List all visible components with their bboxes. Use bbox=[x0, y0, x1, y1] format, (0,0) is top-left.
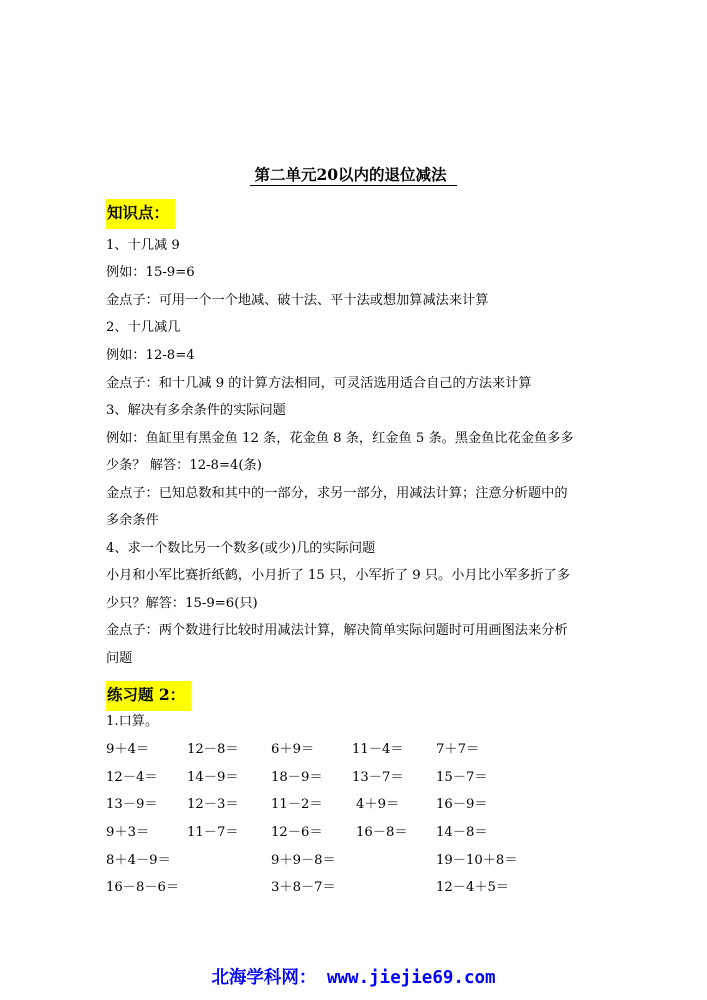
knowledge-line: 小月和小军比赛折纸鹤，小月折了 15 只，小军折了 9 只。小月比小军多折了多 bbox=[106, 568, 570, 583]
page-title: 第二单元20以内的退位减法 bbox=[0, 164, 707, 186]
knowledge-line: 金点子：两个数进行比较时用减法计算，解决简单实际问题时可用画图法来分析 bbox=[106, 623, 568, 638]
exercise-heading: 练习题 2： bbox=[106, 681, 191, 711]
knowledge-line: 少条？ 解答：12-8=4(条) bbox=[106, 458, 262, 473]
math-problem: 9＋9－8＝ bbox=[271, 853, 336, 868]
knowledge-line: 3、解决有多余条件的实际问题 bbox=[106, 403, 286, 418]
math-problem: 11－7＝ bbox=[187, 825, 239, 840]
exercise-subtitle: 1.口算。 bbox=[106, 714, 159, 729]
math-problem: 13－7＝ bbox=[352, 770, 404, 785]
math-problem: 14－8＝ bbox=[436, 825, 488, 840]
math-problem: 16－8－6＝ bbox=[106, 880, 180, 895]
knowledge-line: 金点子：可用一个一个地减、破十法、平十法或想加算减法来计算 bbox=[106, 293, 489, 308]
math-problem: 12－4＝ bbox=[106, 770, 158, 785]
math-problem: 6＋9＝ bbox=[271, 742, 315, 757]
knowledge-line: 例如：鱼缸里有黑金鱼 12 条，花金鱼 8 条，红金鱼 5 条。黑金鱼比花金鱼多多 bbox=[106, 431, 574, 446]
math-problem: 12－3＝ bbox=[187, 797, 239, 812]
knowledge-line: 问题 bbox=[106, 651, 133, 666]
math-problem: 3＋8－7＝ bbox=[271, 880, 336, 895]
math-problem: 16－9＝ bbox=[436, 797, 488, 812]
math-problem: 11－2＝ bbox=[271, 797, 323, 812]
math-problem: 7＋7＝ bbox=[436, 742, 480, 757]
knowledge-line: 金点子：已知总数和其中的一部分，求另一部分，用减法计算；注意分析题中的 bbox=[106, 486, 568, 501]
math-problem: 4＋9＝ bbox=[356, 797, 400, 812]
math-problem: 12－8＝ bbox=[187, 742, 239, 757]
math-problem: 19－10＋8＝ bbox=[436, 853, 518, 868]
math-problem: 13－9＝ bbox=[106, 797, 158, 812]
knowledge-line: 例如：12-8=4 bbox=[106, 348, 195, 363]
math-problem: 15－7＝ bbox=[436, 770, 488, 785]
knowledge-line: 例如：15-9=6 bbox=[106, 265, 195, 280]
math-problem: 9＋4＝ bbox=[106, 742, 150, 757]
knowledge-line: 4、求一个数比另一个数多(或少)几的实际问题 bbox=[106, 541, 376, 556]
math-problem: 12－4＋5＝ bbox=[436, 880, 510, 895]
math-problem: 8＋4－9＝ bbox=[106, 853, 171, 868]
knowledge-line: 少只？解答：15-9=6(只) bbox=[106, 596, 258, 611]
knowledge-heading: 知识点： bbox=[106, 199, 175, 229]
knowledge-line: 多余条件 bbox=[106, 513, 159, 528]
math-problem: 9＋3＝ bbox=[106, 825, 150, 840]
knowledge-line: 1、十几减 9 bbox=[106, 238, 180, 253]
footer-watermark: 北海学科网： www.jiejie69.com bbox=[211, 968, 496, 988]
math-problem: 12－6＝ bbox=[271, 825, 323, 840]
knowledge-line: 2、十几减几 bbox=[106, 320, 181, 335]
math-problem: 16－8＝ bbox=[356, 825, 408, 840]
math-problem: 18－9＝ bbox=[271, 770, 323, 785]
math-problem: 14－9＝ bbox=[187, 770, 239, 785]
math-problem: 11－4＝ bbox=[352, 742, 404, 757]
knowledge-line: 金点子：和十几减 9 的计算方法相同，可灵活选用适合自己的方法来计算 bbox=[106, 376, 532, 391]
